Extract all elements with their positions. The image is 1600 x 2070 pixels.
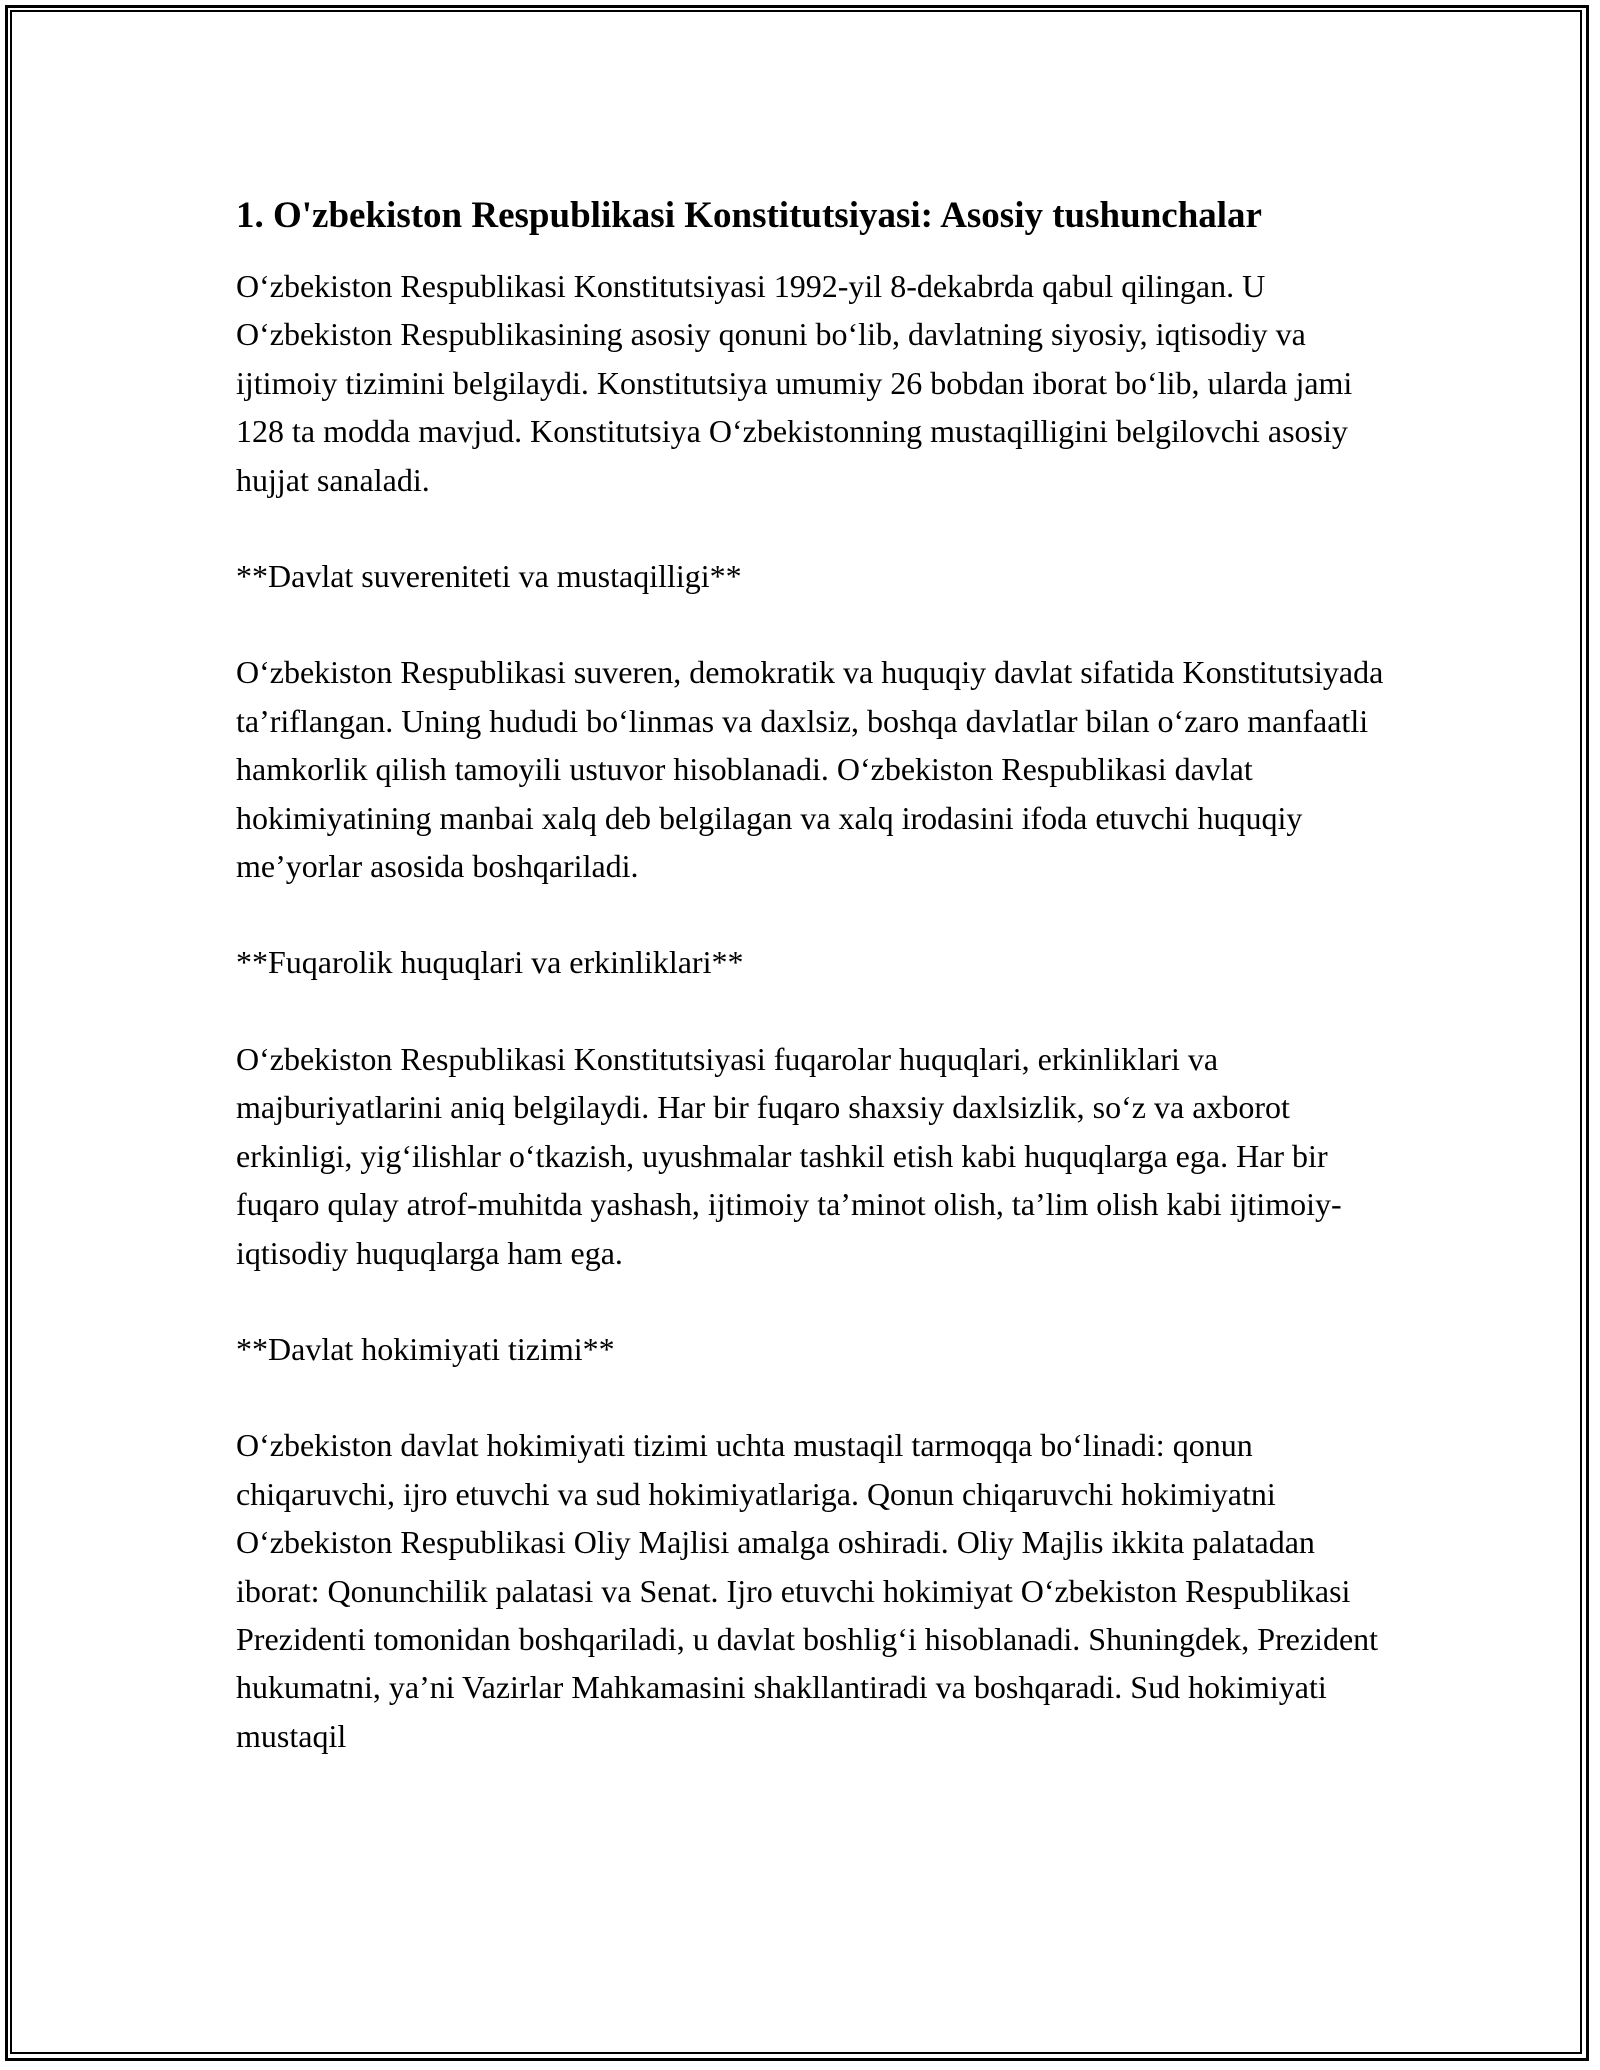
paragraph-civil-rights: O‘zbekiston Respublikasi Konstitutsiyasi fuqarolar huquqlari, erkinliklari va majburiyatlarini aniq belgilaydi. Har bir fuqaro shaxsiy daxlsizlik, so‘z va axborot erkinligi, yig‘ilishlar o‘tkazish, uyushmalar tashkil etish kabi huquqlarga ega. Har bir fuqaro qulay atrof-muhitda yashash, ijtimoiy ta’minot olish, ta’lim olish kabi ijtimoiy-iqtisodiy huquqlarga ham ega. bbox=[236, 1040, 1342, 1271]
subheading-sovereignty: **Davlat suvereniteti va mustaqilligi** bbox=[236, 558, 742, 595]
section-heading: 1. O'zbekiston Respublikasi Konstitutsiyasi: Asosiy tushunchalar bbox=[236, 195, 1262, 236]
document-body bbox=[236, 188, 1386, 1808]
paragraph-intro: O‘zbekiston Respublikasi Konstitutsiyasi 1992-yil 8-dekabrda qabul qilingan. U O‘zbekiston Respublikasining asosiy qonuni bo‘lib, davlatning siyosiy, iqtisodiy va ijtimoiy tizimini belgilaydi. Konstitutsiya umumiy 26 bobdan iborat bo‘lib, ularda jami 128 ta modda mavjud. Konstitutsiya O‘zbekistonning mustaqilligini belgilovchi asosiy hujjat sanaladi. bbox=[236, 268, 1353, 498]
subheading-civil-rights: **Fuqarolik huquqlari va erkinliklari** bbox=[236, 944, 744, 981]
subheading-state-power: **Davlat hokimiyati tizimi** bbox=[236, 1330, 615, 1367]
paragraph-state-power: O‘zbekiston davlat hokimiyati tizimi uchta mustaqil tarmoqqa bo‘linadi: qonun chiqaruvchi, ijro etuvchi va sud hokimiyatlariga. Qonun chiqaruvchi hokimiyatni O‘zbekiston Respublikasi Oliy Majlisi amalga oshiradi. Oliy Majlis ikkita palatadan iborat: Qonunchilik palatasi va Senat. Ijro etuvchi hokimiyat O‘zbekiston Respublikasi Prezidenti tomonidan boshqariladi, u davlat boshlig‘i hisoblanadi. Shuningdek, Prezident hukumatni, ya’ni Vazirlar Mahkamasini shakllantiradi va boshqaradi. Sud hokimiyati mustaqil bbox=[236, 1427, 1379, 1754]
paragraph-sovereignty: O‘zbekiston Respublikasi suveren, demokratik va huquqiy davlat sifatida Konstitutsiyada ta’riflangan. Uning hududi bo‘linmas va daxlsiz, boshqa davlatlar bilan o‘zaro manfaatli hamkorlik qilish tamoyili ustuvor hisoblanadi. O‘zbekiston Respublikasi davlat hokimiyatining manbai xalq deb belgilagan va xalq irodasini ifoda etuvchi huquqiy me’yorlar asosida boshqariladi. bbox=[236, 654, 1384, 885]
